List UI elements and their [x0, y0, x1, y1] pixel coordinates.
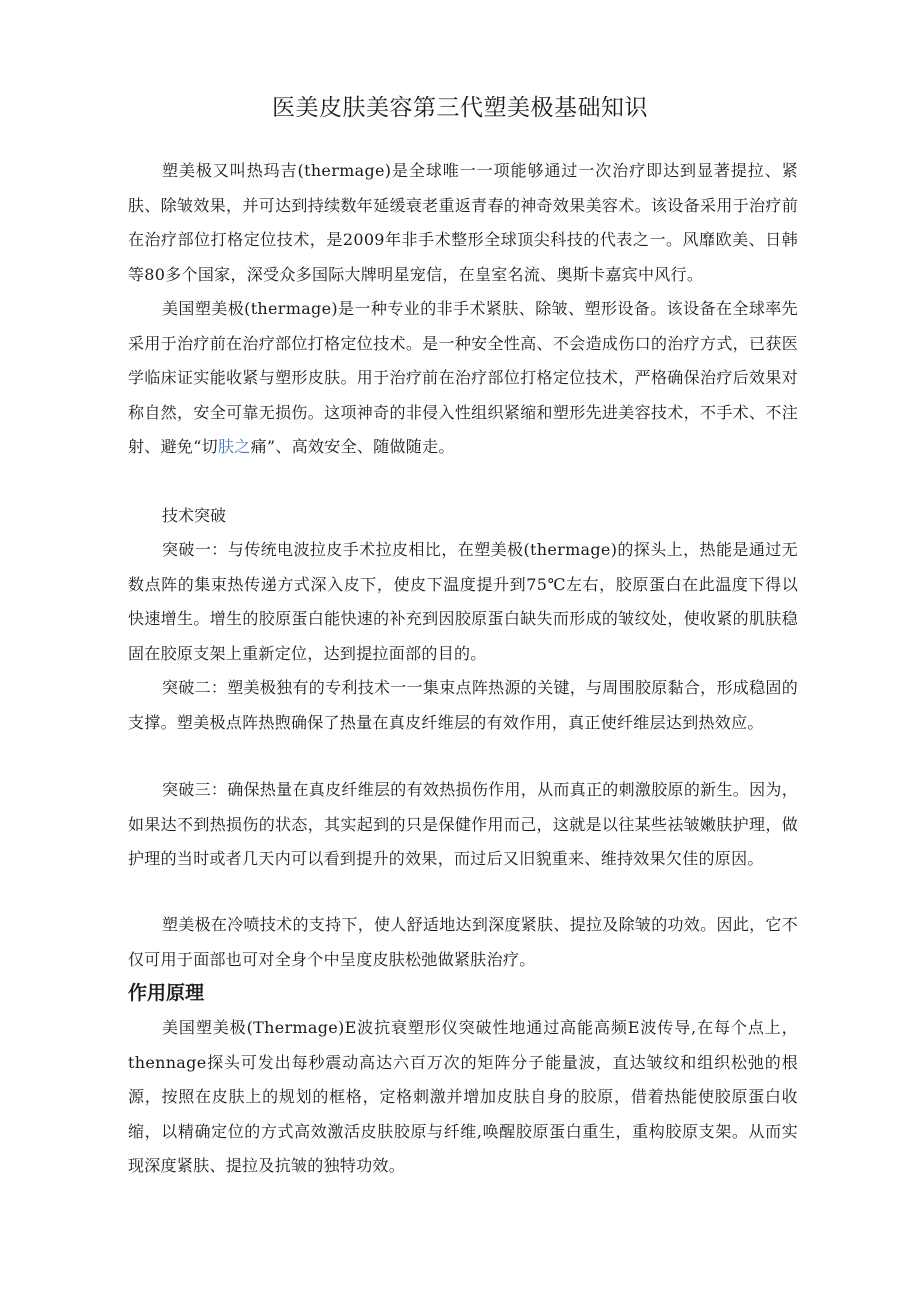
document-title: 医美皮肤美容第三代塑美极基础知识 [272, 95, 648, 121]
thermage-description-paragraph [128, 292, 798, 465]
breakthrough-two-paragraph: 突破二：塑美极独有的专利技术一一集束点阵热源的关键，与周围胶原黏合，形成稳固的支撑。塑美极点阵热煦确保了热量在真皮纤维层的有效作用，真正使纤维层达到热效应。 [128, 678, 798, 732]
para2-text-before: 美国塑美极(thermage)是一种专业的非手术紧肤、除皱、塑形设备。该设备在全球率先采用于治疗前在治疗部位打格定位技术。是一种安全性高、不会造成伤口的治疗方式，已获医学临床证实能收紧与塑形皮肤。用于治疗前在治疗部位打格定位技术，严格确保治疗后效果对称自然，安全可靠无损伤。这项神奇的非侵入性组织紧缩和塑形先进美容技术，不手术、不注射、避免“切 [128, 299, 798, 457]
breakthrough-three-paragraph: 突破三：确保热量在真皮纤维层的有效热损伤作用，从而真正的刺激胶原的新生。因为，如果达不到热损伤的状态，其实起到的只是保健作用而己，这就是以往某些祛皱嫩肤护理，做护理的当时或者几天内可以看到提升的效果，而过后又旧貌重来、维持效果欠佳的原因。 [128, 780, 798, 869]
intro-paragraph: 塑美极又叫热玛吉(thermage)是全球唯一一项能够通过一次治疗即达到显著提拉、紧肤、除皱效果，并可达到持续数年延缓衰老重返青春的神奇效果美容术。该设备采用于治疗前在治疗部位打格定位技术，是2009年非手术整形全球顶尖科技的代表之一。风靡欧美、日韩等80多个国家，深受众多国际大牌明星宠信，在皇室名流、奥斯卡嘉宾中风行。 [128, 161, 798, 284]
para2-text-after: 痛”、高效安全、随做随走。 [250, 437, 455, 457]
cooling-spray-paragraph: 塑美极在冷喷技术的支持下，使人舒适地达到深度紧肤、提拉及除皱的功效。因此，它不仅可用于面部也可对全身个中呈度皮肤松弛做紧肤治疗。 [128, 915, 798, 969]
principle-heading: 作用原理 [128, 982, 205, 1004]
para2-highlight: 肤之 [217, 437, 251, 457]
principle-paragraph: 美国塑美极(Thermage)E波抗衰塑形仪突破性地通过高能高频E波传导,在每个点上，thennage探头可发出每秒震动高达六百万次的矩阵分子能量波，直达皱纹和组织松弛的根源，按照在皮肤上的规划的框格，定格刺激并增加皮肤自身的胶原，借着热能使胶原蛋白收缩，以精确定位的方式高效激活皮肤胶原与纤维,唤醒胶原蛋白重生，重构胶原支架。从而实现深度紧肤、提拉及抗皱的独特功效。 [128, 1018, 798, 1176]
tech-breakthrough-label: 技术突破 [162, 506, 227, 525]
breakthrough-one-paragraph: 突破一：与传统电波拉皮手术拉皮相比，在塑美极(thermage)的探头上，热能是通过无数点阵的集束热传递方式深入皮下，使皮下温度提升到75℃左右，胶原蛋白在此温度下得以快速增生。增生的胶原蛋白能快速的补充到因胶原蛋白缺失而形成的皱纹处，使收紧的肌肤稳固在胶原支架上重新定位，达到提拉面部的目的。 [128, 540, 798, 663]
